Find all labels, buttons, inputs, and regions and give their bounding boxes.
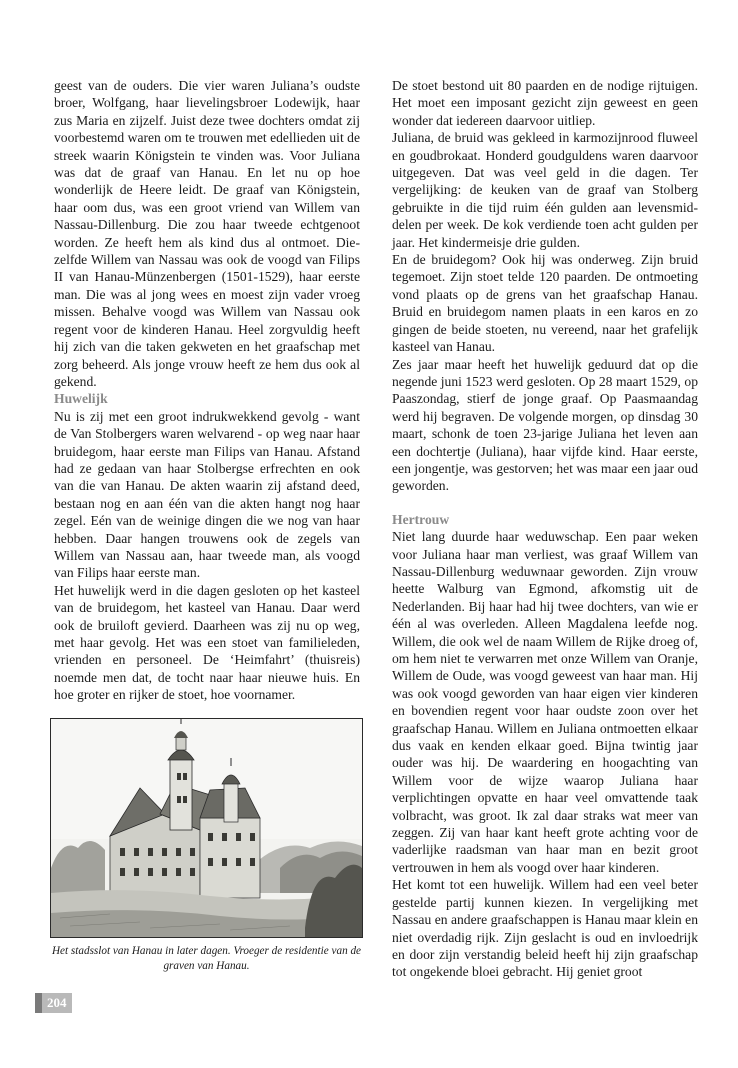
body-paragraph: Het komt tot een huwelijk. Willem had een veel beter gestelde partij kunnen kiezen. In vergelijking met Nassau en andere graafschappen is Hanau maar klein en niet overdadig rijk. Zijn geslacht is oud en invloedrijk en door zijn verstandig beleid heeft hij zijn graafschap tot ongekende bloei gebracht. Hij geniet groot [392, 877, 698, 980]
right-column [392, 77, 698, 981]
page-number: 204 [42, 993, 72, 1013]
castle-engraving-image [50, 718, 363, 938]
body-paragraph: geest van de ouders. Die vier waren Juliana’s oudste broer, Wolfgang, haar lievelingsbroer Lodewijk, haar zus Maria en zijzelf. Juist deze twee dochters omdat zij voorbestemd waren om te trouwen met edellieden uit de streek waarin Königstein te vinden was. Voor Juliana was dat de graaf van Hanau. En let nu op hoe wonderlijk de Heere leidt. De graaf van Königstein, haar oom dus, was een groot vriend van Willem van Nassau-Dillenburg. Die zou haar tweede echtgenoot worden. Ze heeft hem als kind dus al ontmoet. Diezelfde Willem van Nassau was ook de voogd van Filips II van Hanau-Münzenbergen (1501-1529), haar eerste man. Die was al jong wees en moest zijn vader vroeg missen. Behalve voogd was Willem van Nassau ook regent voor de kinderen Hanau. Heel zorgvuldig heeft hij zich van die taken gekweten en het graafschap met zorg beheerd. Als jonge vrouw heeft ze hem dus ook al gekend. [54, 78, 360, 389]
body-paragraph: Juliana, de bruid was gekleed in karmozijnrood fluweel en goudbrokaat. Honderd goudguldens waren daarvoor uitgegeven. Dat was veel geld in die dagen. Ter vergelijking: de keuken van de graaf van Stolberg gebruikte in die tijd ruim één gulden aan levensmiddelen per week. De kok verdiende toen acht gulden per jaar. Het kindermeisje drie gulden. [392, 130, 698, 250]
body-paragraph: De stoet bestond uit 80 paarden en de nodige rijtuigen. Het moet een imposant gezicht zijn geweest en geen wonder dat iedereen daarvoor uitliep. [392, 78, 698, 128]
castle-figure [50, 718, 363, 973]
section-heading-huwelijk: Huwelijk [54, 391, 108, 407]
page-number-badge [35, 993, 77, 1013]
body-paragraph: Niet lang duurde haar weduwschap. Een paar weken voor Juliana haar man verliest, was graaf Willem van Nassau-Dillenburg weduwnaar geworden. Zijn vrouw heette Walburg van Egmond, afkomstig uit de Nederlanden. Bij haar had hij twee dochters, van wie er één al was overleden. Alleen Magdalena leefde nog. Willem, die ook wel de naam Willem de Rijke droeg of, om hem niet te verwarren met onze Willem van Oranje, Willem de Oude, was voogd geweest van haar man. Hij was ook voogd geworden van haar eigen vier kinderen en bovendien regent voor haar oudste zoon over het graafschap Hanau. Willem en Juliana ontmoetten elkaar dus vaak en kenden elkaar goed. Bijna twintig jaar ouder was hij. De waardering en hoogachting van Willem voor de wijze waarop Juliana haar verplichtingen opvatte en haar veel omvattende taak volbracht, was groot. Ik zal daar straks wat meer van zeggen. Zij van haar kant heeft grote achting voor de vaderlijke raadsman van haar man en bezit groot vertrouwen in hem als voogd over haar kinderen. [392, 529, 698, 875]
body-paragraph: Nu is zij met een groot indrukwekkend gevolg - want de Van Stolbergers waren welvarend - op weg naar haar bruidegom, haar eerste man Filips van Hanau. Afstand had ze gedaan van haar Stolbergse erfrechten en ook van die van Hanau. De akten waarin zij afstand deed, bestaan nog en aan één van die akten hangt nog haar zegel. Eén van de weinige dingen die we nog van haar hebben. Daar hangen trouwens ook de zegels van Willem van Nassau aan, haar tweede man, als voogd van Filips haar eerste man. [54, 408, 360, 581]
section-heading-hertrouw: Hertrouw [392, 511, 450, 527]
figure-caption: Het stadsslot van Hanau in later dagen. Vroeger de residentie van de graven van Hanau. [51, 945, 362, 972]
body-paragraph: En de bruidegom? Ook hij was onderweg. Zijn bruid tegemoet. Zijn stoet telde 120 paarden. De ontmoeting vond plaats op de grens van het graafschap Hanau. Bruid en bruidegom namen plaats in een karos en zo gingen de beide stoeten, nu vereend, naar het grafelijk kasteel van Hanau. [392, 252, 698, 355]
body-paragraph: Zes jaar maar heeft het huwelijk geduurd dat op die negende juni 1523 werd gesloten. Op 28 maart 1529, op Paaszondag, stierf de jonge graaf. Op Paasmaandag werd hij begraven. De volgende morgen, op dinsdag 30 maart, schonk de toen 23-jarige Juliana het leven aan een dochtertje (Juliana), haar vijfde kind. Haar eerste, een jongentje, was gestorven; het was maar een jaar oud geworden. [392, 356, 698, 494]
left-column [54, 77, 360, 704]
body-paragraph: Het huwelijk werd in die dagen gesloten op het kasteel van de bruidegom, het kasteel van Hanau. Daar werd ook de bruiloft gevierd. Daarheen was zij nu op weg, met haar gevolg. Het was een stoet van familieleden, vrienden en personeel. De ‘Heimfahrt’ (thuisreis) noemde men dat, de tocht naar haar nieuwe huis. En hoe groter en rijker de stoet, hoe voornamer. [54, 582, 360, 703]
page-number-bar [35, 993, 42, 1013]
